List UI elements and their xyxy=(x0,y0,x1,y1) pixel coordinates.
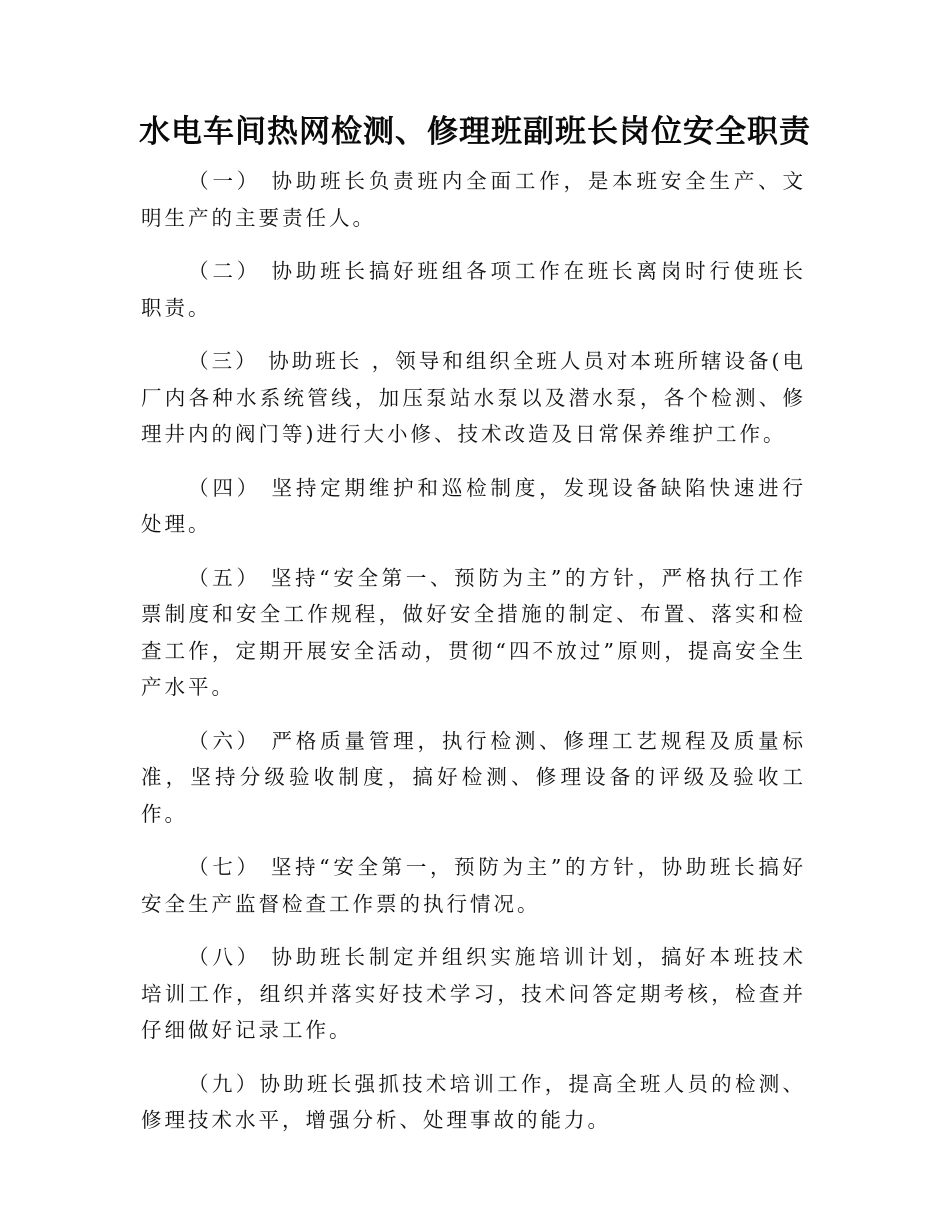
clause-7: （七） 坚持“安全第一，预防为主”的方针，协助班长搞好安全生产监督检查工作票的执行情况。 xyxy=(141,855,806,916)
document-title: 水电车间热网检测、修理班副班长岗位安全职责 xyxy=(139,114,811,150)
clause-9: （九）协助班长强抓技术培训工作，提高全班人员的检测、修理技术水平，增强分析、处理事故的能力。 xyxy=(141,1071,806,1132)
clause-6: （六） 严格质量管理，执行检测、修理工艺规程及质量标准，坚持分级验收制度，搞好检测、修理设备的评级及验收工作。 xyxy=(141,728,806,826)
clause-2: （二） 协助班长搞好班组各项工作在班长离岗时行使班长职责。 xyxy=(141,259,806,320)
clause-3: （三） 协助班长 ，领导和组织全班人员对本班所辖设备(电厂内各种水系统管线，加压泵站水泵以及潜水泵，各个检测、修理井内的阀门等)进行大小修、技术改造及日常保养维护工作。 xyxy=(141,349,806,446)
clause-8: （八） 协助班长制定并组织实施培训计划，搞好本班技术培训工作，组织并落实好技术学习，技术问答定期考核，检查并仔细做好记录工作。 xyxy=(141,945,806,1042)
clause-list xyxy=(141,163,806,1156)
clause-4: （四） 坚持定期维护和巡检制度，发现设备缺陷快速进行处理。 xyxy=(141,475,806,536)
clause-5: （五） 坚持“安全第一、预防为主”的方针，严格执行工作票制度和安全工作规程，做好安全措施的制定、布置、落实和检查工作，定期开展安全活动，贯彻“四不放过”原则，提高安全生产水平。 xyxy=(141,565,806,699)
clause-1: （一） 协助班长负责班内全面工作，是本班安全生产、文明生产的主要责任人。 xyxy=(141,169,806,230)
